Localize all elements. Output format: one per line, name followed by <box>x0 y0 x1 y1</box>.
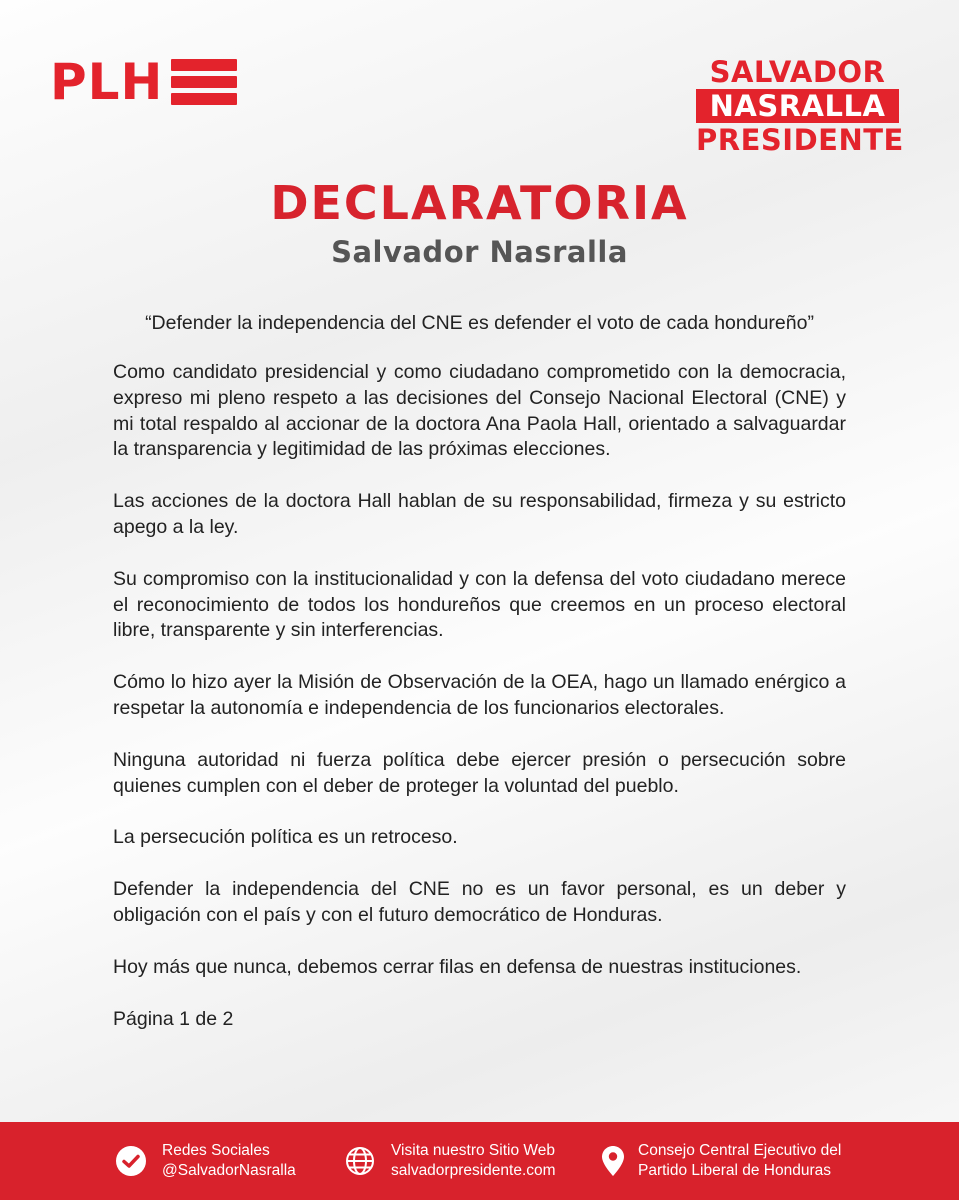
paragraph: Cómo lo hizo ayer la Misión de Observación de la OEA, hago un llamado enérgico a respetar la autonomía e independencia de los funcionarios electorales. <box>113 671 846 719</box>
document-subtitle: Salvador Nasralla <box>331 235 628 269</box>
campaign-logo-line2: NASRALLA <box>696 89 899 123</box>
paragraph: Hoy más que nunca, debemos cerrar filas en defensa de nuestras instituciones. <box>113 955 802 978</box>
paragraph: Su compromiso con la institucionalidad y con la defensa del voto ciudadano merece el reconocimiento de todos los hondureños que creemos en un proceso electoral libre, transparente y sin interferencias. <box>113 567 846 642</box>
footer-location[interactable] <box>600 1122 841 1200</box>
footer-location-line1: Consejo Central Ejecutivo del <box>638 1142 842 1159</box>
footer-social-handle: @SalvadorNasralla <box>162 1162 296 1179</box>
page-indicator: Página 1 de 2 <box>113 1007 234 1030</box>
paragraph: Como candidato presidencial y como ciudadano comprometido con la democracia, expreso mi pleno respeto a las decisiones del Consejo Nacional Electoral (CNE) y mi total respaldo al accionar de la doctora Ana Paola Hall, orientado a salvaguardar la transparencia y legitimidad de las próximas elecciones. <box>113 361 846 461</box>
paragraph: Ninguna autoridad ni fuerza política debe ejercer presión o persecución sobre quienes cumplen con el deber de proteger la voluntad del pueblo. <box>113 748 846 797</box>
campaign-logo-line1: SALVADOR <box>709 55 886 89</box>
plh-party-logo <box>50 53 237 111</box>
footer-social[interactable] <box>114 1122 296 1200</box>
footer-location-line2: Partido Liberal de Honduras <box>638 1162 832 1179</box>
footer-social-label: Redes Sociales <box>162 1142 270 1159</box>
campaign-logo-line3: PRESIDENTE <box>696 123 904 157</box>
footer-bar <box>0 1122 959 1200</box>
headline-quote: “Defender la independencia del CNE es defender el voto de cada hondureño” <box>145 312 814 334</box>
check-circle-icon <box>114 1144 148 1178</box>
location-pin-icon <box>600 1144 626 1178</box>
globe-icon <box>343 1144 377 1178</box>
document-title: DECLARATORIA <box>270 176 689 230</box>
plh-flag-icon <box>171 59 237 105</box>
paragraph: Defender la independencia del CNE no es un favor personal, es un deber y obligación con el país y con el futuro democrático de Honduras. <box>113 878 846 926</box>
plh-logo-text: PLH <box>50 53 164 111</box>
footer-website-label: Visita nuestro Sitio Web <box>391 1142 555 1159</box>
declaration-body <box>113 360 846 1058</box>
footer-website[interactable] <box>343 1122 556 1200</box>
footer-website-url: salvadorpresidente.com <box>391 1162 556 1179</box>
paragraph: La persecución política es un retroceso. <box>113 826 458 849</box>
paragraph: Las acciones de la doctora Hall hablan de su responsabilidad, firmeza y su estricto apego a la ley. <box>113 490 846 538</box>
campaign-logo <box>696 55 904 157</box>
